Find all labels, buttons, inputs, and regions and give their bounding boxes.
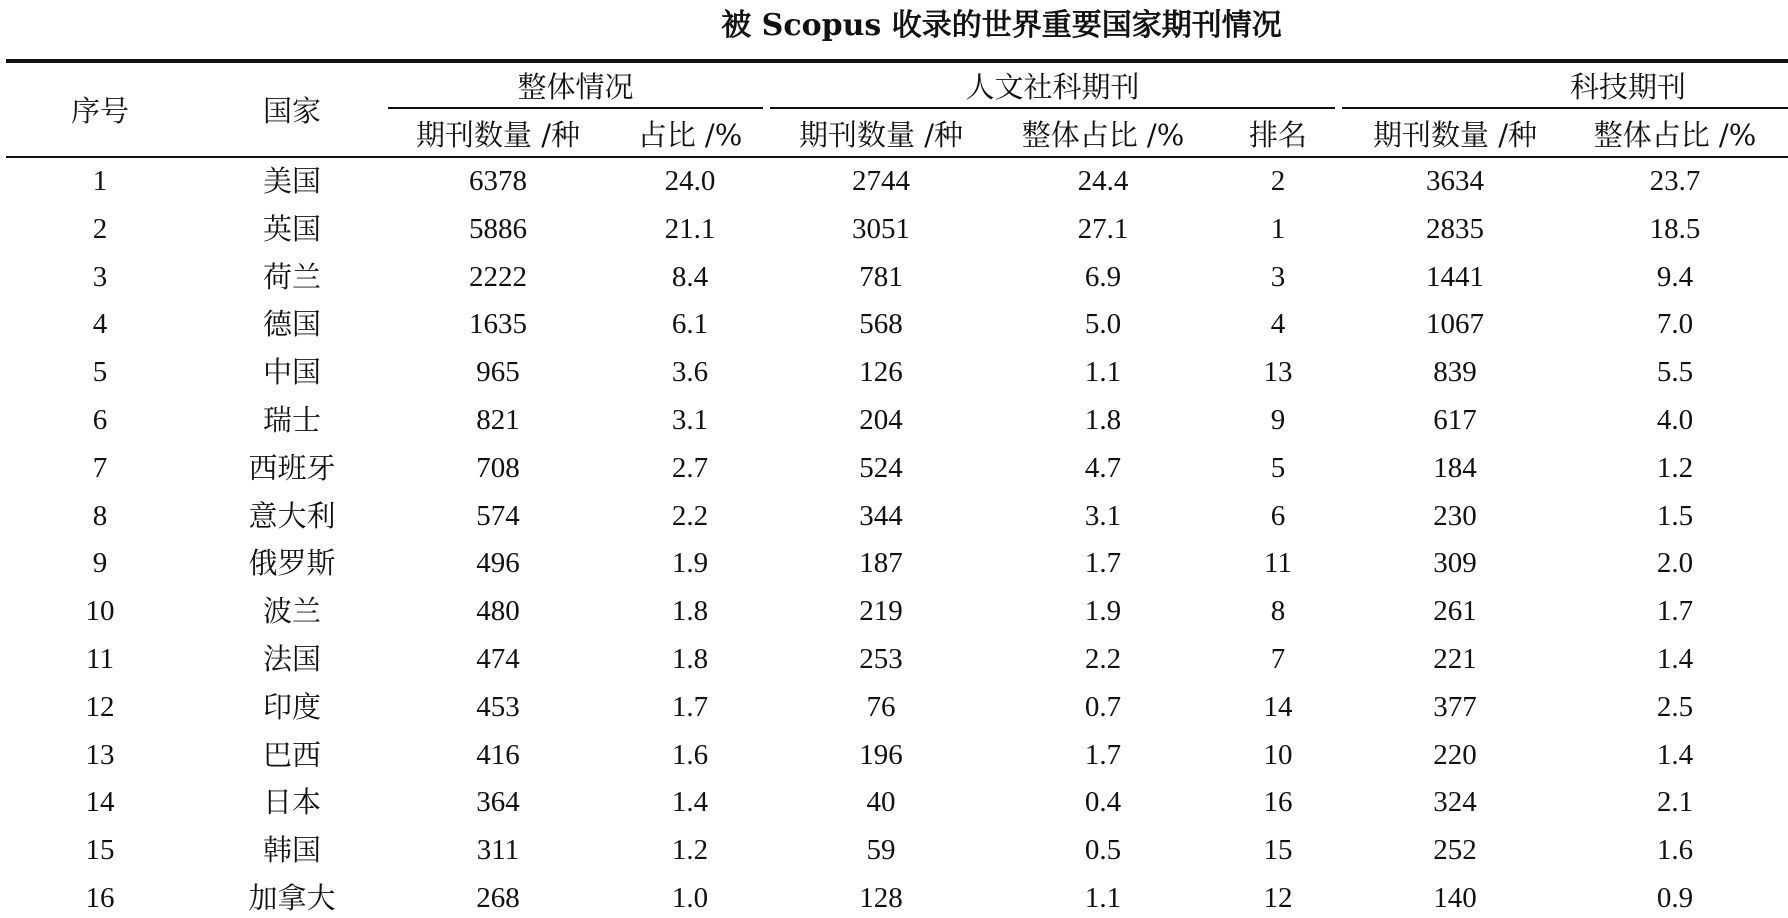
row-hum-rank: 3 <box>1270 260 1286 293</box>
header-country: 国家 <box>262 94 321 128</box>
row-country: 波兰 <box>262 594 321 629</box>
header-group-humanities: 人文社科期刊 <box>965 70 1140 104</box>
header-index: 序号 <box>70 94 129 128</box>
row-country: 意大利 <box>248 498 336 533</box>
row-country: 西班牙 <box>248 450 336 485</box>
row-overall-count: 474 <box>476 643 520 675</box>
row-sci-count: 140 <box>1433 882 1477 914</box>
row-hum-rank: 11 <box>1264 547 1292 580</box>
row-index: 6 <box>92 404 108 436</box>
row-hum-share: 5.0 <box>1084 308 1122 341</box>
row-hum-count: 253 <box>859 643 903 675</box>
row-country: 日本 <box>262 785 321 820</box>
row-index: 7 <box>92 451 108 484</box>
row-hum-count: 219 <box>859 595 903 628</box>
row-index: 10 <box>85 595 115 628</box>
row-hum-share: 1.1 <box>1084 356 1122 389</box>
row-sci-count: 309 <box>1433 547 1477 580</box>
row-index: 16 <box>85 882 115 914</box>
row-hum-count: 204 <box>859 404 903 436</box>
row-sci-count: 839 <box>1433 356 1477 389</box>
row-overall-count: 364 <box>476 786 520 819</box>
row-sci-count: 184 <box>1433 451 1477 484</box>
header-group-scitech: 科技期刊 <box>1569 70 1686 104</box>
row-overall-share: 1.6 <box>671 738 709 771</box>
row-overall-share: 8.4 <box>671 260 709 293</box>
row-sci-share: 2.0 <box>1656 547 1694 580</box>
row-index: 8 <box>92 499 108 532</box>
row-sci-share: 1.5 <box>1656 499 1694 532</box>
row-hum-count: 196 <box>859 738 903 771</box>
row-hum-share: 1.7 <box>1084 547 1122 580</box>
header-group-overall: 整体情况 <box>517 70 634 104</box>
row-overall-share: 3.6 <box>671 356 709 389</box>
row-sci-count: 221 <box>1433 643 1477 675</box>
row-hum-share: 1.1 <box>1084 882 1122 914</box>
row-hum-rank: 12 <box>1263 882 1293 914</box>
row-country: 德国 <box>262 307 321 342</box>
row-hum-count: 76 <box>866 690 896 723</box>
row-overall-share: 24.0 <box>664 165 716 197</box>
header-hum-rank: 排名 <box>1248 118 1307 152</box>
row-hum-rank: 6 <box>1270 499 1286 532</box>
humanities-group-underline <box>770 107 1335 109</box>
row-overall-share: 2.7 <box>671 451 709 484</box>
row-index: 2 <box>92 212 108 245</box>
row-sci-count: 377 <box>1433 690 1477 723</box>
row-overall-share: 2.2 <box>671 499 709 532</box>
row-overall-share: 1.9 <box>671 547 709 580</box>
row-hum-count: 568 <box>859 308 903 341</box>
row-index: 13 <box>85 738 115 771</box>
row-index: 4 <box>92 308 108 341</box>
row-overall-count: 480 <box>476 595 520 628</box>
row-overall-count: 268 <box>476 882 520 914</box>
row-overall-share: 1.8 <box>671 595 709 628</box>
row-hum-rank: 4 <box>1270 308 1286 341</box>
row-country: 英国 <box>262 211 321 246</box>
row-hum-rank: 2 <box>1270 165 1286 197</box>
row-index: 14 <box>85 786 115 819</box>
row-sci-count: 1441 <box>1426 260 1484 293</box>
row-overall-count: 5886 <box>469 212 527 245</box>
row-sci-count: 220 <box>1433 738 1477 771</box>
row-index: 15 <box>85 834 115 867</box>
header-sci-count: 期刊数量 /种 <box>1373 118 1537 152</box>
header-sci-share: 整体占比 /% <box>1593 118 1757 152</box>
row-sci-count: 1067 <box>1426 308 1484 341</box>
row-index: 9 <box>92 547 108 580</box>
row-overall-count: 574 <box>476 499 520 532</box>
row-sci-share: 7.0 <box>1656 308 1694 341</box>
row-hum-share: 3.1 <box>1084 499 1122 532</box>
table-title: 被 Scopus 收录的世界重要国家期刊情况 <box>721 8 1282 43</box>
row-overall-share: 1.2 <box>671 834 709 867</box>
row-hum-rank: 13 <box>1263 356 1293 389</box>
row-country: 法国 <box>262 642 321 676</box>
overall-group-underline <box>388 107 763 109</box>
row-hum-rank: 14 <box>1263 690 1293 723</box>
row-hum-share: 0.4 <box>1084 786 1122 819</box>
row-hum-count: 344 <box>859 499 903 532</box>
row-hum-count: 524 <box>859 451 903 484</box>
row-country: 印度 <box>262 689 321 724</box>
row-hum-count: 2744 <box>852 165 910 197</box>
header-bottom-rule <box>6 156 1788 158</box>
row-sci-share: 1.4 <box>1656 643 1694 675</box>
top-rule <box>6 59 1788 63</box>
row-hum-share: 1.8 <box>1084 404 1122 436</box>
row-hum-share: 0.7 <box>1084 690 1122 723</box>
row-overall-count: 2222 <box>469 260 527 293</box>
row-country: 瑞士 <box>262 403 321 437</box>
row-sci-count: 3634 <box>1426 165 1484 197</box>
header-hum-count: 期刊数量 /种 <box>799 118 963 152</box>
row-sci-count: 252 <box>1433 834 1477 867</box>
row-sci-count: 617 <box>1433 404 1477 436</box>
row-hum-count: 59 <box>866 834 896 867</box>
row-sci-share: 18.5 <box>1649 212 1701 245</box>
row-sci-count: 261 <box>1433 595 1477 628</box>
row-sci-share: 1.2 <box>1656 451 1694 484</box>
row-overall-count: 1635 <box>469 308 527 341</box>
header-overall-count: 期刊数量 /种 <box>416 118 580 152</box>
row-sci-count: 324 <box>1433 786 1477 819</box>
row-hum-rank: 5 <box>1270 451 1286 484</box>
row-hum-rank: 7 <box>1270 643 1286 675</box>
row-overall-count: 6378 <box>469 165 527 197</box>
row-hum-share: 1.7 <box>1084 738 1122 771</box>
row-overall-count: 496 <box>476 547 520 580</box>
row-overall-count: 311 <box>476 834 520 867</box>
row-sci-count: 2835 <box>1426 212 1484 245</box>
row-hum-share: 27.1 <box>1077 212 1129 245</box>
row-hum-rank: 8 <box>1270 595 1286 628</box>
row-hum-share: 4.7 <box>1084 451 1122 484</box>
row-sci-share: 5.5 <box>1656 356 1694 389</box>
row-overall-share: 1.4 <box>671 786 709 819</box>
row-overall-count: 708 <box>476 451 520 484</box>
row-sci-share: 2.5 <box>1656 690 1694 723</box>
row-hum-count: 187 <box>859 547 903 580</box>
row-sci-share: 2.1 <box>1656 786 1694 819</box>
row-overall-count: 821 <box>476 404 520 436</box>
row-country: 中国 <box>262 355 321 390</box>
row-sci-share: 1.6 <box>1656 834 1694 867</box>
row-overall-count: 453 <box>476 690 520 723</box>
row-country: 俄罗斯 <box>248 546 336 581</box>
row-sci-count: 230 <box>1433 499 1477 532</box>
row-hum-rank: 9 <box>1270 404 1286 436</box>
row-sci-share: 1.7 <box>1656 595 1694 628</box>
row-hum-count: 781 <box>859 260 903 293</box>
row-hum-share: 0.5 <box>1084 834 1122 867</box>
row-sci-share: 1.4 <box>1656 738 1694 771</box>
row-country: 加拿大 <box>248 881 336 915</box>
row-hum-count: 40 <box>866 786 896 819</box>
row-index: 11 <box>86 643 114 675</box>
row-overall-share: 1.7 <box>671 690 709 723</box>
row-overall-share: 6.1 <box>671 308 709 341</box>
row-index: 3 <box>92 260 108 293</box>
scitech-group-underline <box>1342 107 1788 109</box>
row-overall-count: 965 <box>476 356 520 389</box>
row-overall-share: 3.1 <box>671 404 709 436</box>
row-hum-rank: 10 <box>1263 738 1293 771</box>
row-index: 12 <box>85 690 115 723</box>
header-overall-share: 占比 /% <box>637 118 743 152</box>
row-hum-rank: 15 <box>1263 834 1293 867</box>
row-hum-count: 126 <box>859 356 903 389</box>
row-overall-share: 1.0 <box>671 882 709 914</box>
row-hum-count: 3051 <box>852 212 910 245</box>
row-hum-rank: 1 <box>1270 212 1286 245</box>
row-sci-share: 9.4 <box>1656 260 1694 293</box>
row-hum-share: 2.2 <box>1084 643 1122 675</box>
row-country: 韩国 <box>262 833 321 868</box>
row-index: 1 <box>92 165 108 197</box>
row-overall-count: 416 <box>476 738 520 771</box>
row-country: 巴西 <box>262 737 321 772</box>
row-hum-share: 24.4 <box>1077 165 1129 197</box>
row-hum-share: 6.9 <box>1084 260 1122 293</box>
row-sci-share: 4.0 <box>1656 404 1694 436</box>
row-sci-share: 23.7 <box>1649 165 1701 197</box>
row-country: 荷兰 <box>262 259 321 294</box>
row-hum-count: 128 <box>859 882 903 914</box>
row-hum-share: 1.9 <box>1084 595 1122 628</box>
row-overall-share: 21.1 <box>664 212 716 245</box>
row-hum-rank: 16 <box>1263 786 1293 819</box>
row-index: 5 <box>92 356 108 389</box>
row-country: 美国 <box>262 164 321 198</box>
row-sci-share: 0.9 <box>1656 882 1694 914</box>
row-overall-share: 1.8 <box>671 643 709 675</box>
header-hum-share: 整体占比 /% <box>1021 118 1185 152</box>
